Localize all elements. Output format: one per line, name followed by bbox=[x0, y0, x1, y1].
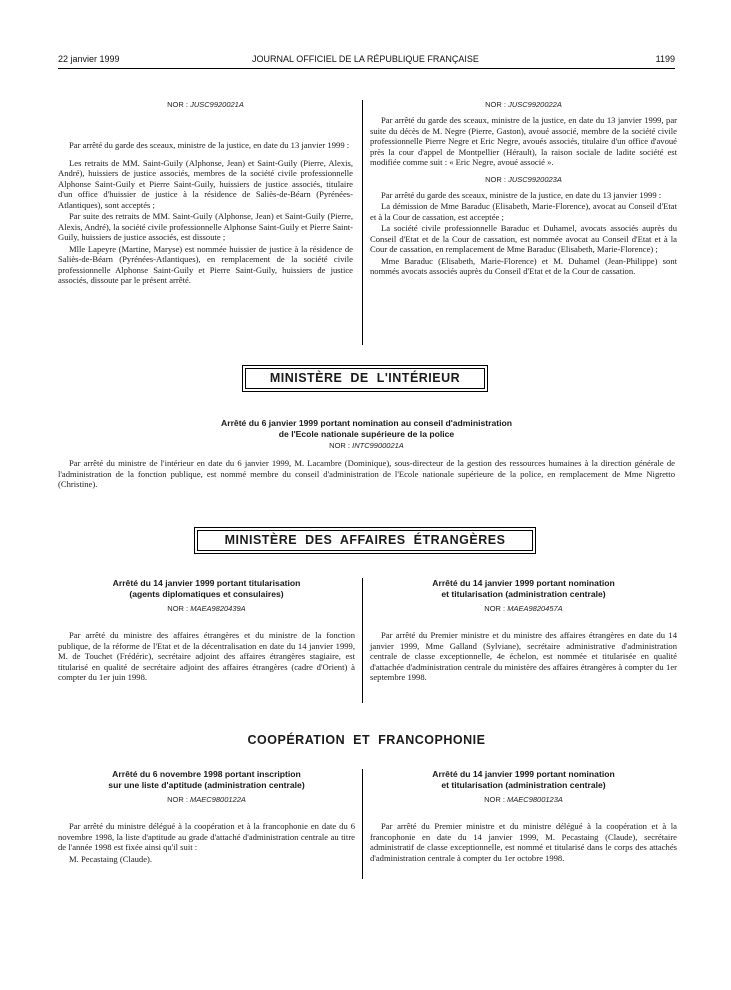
paragraph: Par arrêté du garde des sceaux, ministre de la justice, en date du 13 janvier 1999, par suite du décès de M. Negre (Pierre, Gaston), avoué associé, membre de la société civile professionnelle Pierre Negre et Eric Negre, avoués associés, titulaire d'un office d'avoué près la cour d'appel de Montpellier (Hérault), la raison sociale de ladite société est modifiée comme suit : « Eric Negre, avoué associé ». bbox=[370, 115, 677, 167]
section-heading-affaires-etrangeres bbox=[194, 527, 536, 554]
nor-line: NOR : MAEA9820439A bbox=[167, 604, 246, 613]
cooperation-right-column bbox=[370, 769, 677, 864]
article-title: Arrêté du 14 janvier 1999 portant nomination et titularisation (administration centrale) bbox=[432, 769, 615, 790]
column-divider bbox=[362, 578, 363, 703]
header-page-number: 1199 bbox=[655, 54, 675, 64]
article-body: Par arrêté du ministre de l'intérieur en date du 6 janvier 1999, M. Lacambre (Dominique), sous-directeur de la gestion des ressources humaines à la direction générale de l'administration de la fonction publique, est nommé membre du conseil d'administration de l'Ecole nationale supérieure de la police, en remplacement de Mme Nigretto (Christine). bbox=[58, 458, 675, 489]
article-body: Par arrêté du ministre des affaires étrangères et du ministre de la fonction publique, de la réforme de l'Etat et de la décentralisation en date du 14 janvier 1999, M. de Touchet (Frédéric), secrétaire adjoint des affaires étrangères stagiaire, est titularisé en qualité de secrétaire adjoint des affaires étrangères (cadre d'Orient) à compter du 1er juin 1998. bbox=[58, 630, 355, 682]
nor-line: NOR : JUSC9920021A bbox=[167, 100, 244, 109]
article-body-name: M. Pecastaing (Claude). bbox=[69, 853, 153, 864]
article-body: Par arrêté du Premier ministre et du ministre délégué à la coopération et à la francophonie en date du 14 janvier 1999, M. Pecastaing (Claude), secrétaire administratif de classe exceptionnelle, est nommé et titularisé dans le corps des attachés d'administration centrale à compter du 1er octobre 1998. bbox=[370, 821, 677, 863]
nor-line: NOR : MAEC9800123A bbox=[484, 795, 563, 804]
article-title: Arrêté du 6 novembre 1998 portant inscription sur une liste d'aptitude (administration centrale) bbox=[108, 769, 305, 790]
justice-left-column bbox=[58, 100, 353, 287]
nor-line: NOR : INTC9900021A bbox=[329, 441, 404, 450]
section-heading-text: MINISTÈRE DE L'INTÉRIEUR bbox=[245, 368, 485, 389]
paragraph: Mme Baraduc (Elisabeth, Marie-Florence) et M. Duhamel (Jean-Philippe) sont nommés avocats associés auprès du Conseil d'Etat et de la Cour de cassation. bbox=[370, 255, 677, 276]
justice-right-column bbox=[370, 100, 677, 278]
article-body: Par arrêté du ministre délégué à la coopération et à la francophonie en date du 6 novembre 1998, la liste d'aptitude au grade d'attaché d'administration centrale au titre de l'année 1998 est fixée ainsi qu'il suit : bbox=[58, 821, 355, 852]
section-heading-interieur bbox=[242, 365, 488, 392]
affaires-left-column bbox=[58, 578, 355, 684]
article-title: Arrêté du 14 janvier 1999 portant titularisation (agents diplomatiques et consulaires) bbox=[112, 578, 301, 599]
article-title: Arrêté du 6 janvier 1999 portant nomination au conseil d'administration de l'Ecole nationale supérieure de la police bbox=[221, 418, 512, 439]
header-rule bbox=[58, 68, 675, 69]
paragraph: La société civile professionnelle Baraduc et Duhamel, avocats associés auprès du Conseil d'Etat et de la Cour de cassation, est nommée avocat au Conseil d'Etat et à la Cour de cassation, en remplacement de Mme Baraduc (Elisabeth, Marie-Florence) ; bbox=[370, 223, 677, 254]
nor-line: NOR : JUSC9920022A bbox=[485, 100, 562, 109]
paragraph: Les retraits de MM. Saint-Guily (Alphonse, Jean) et Saint-Guily (Pierre, Alexis, André), huissiers de justice associés, membres de la société civile professionnelle Alphonse Saint-Guily et Pierre Saint-Guily, huissiers de justice associés, titulaire d'un office d'huissier de justice à la résidence de Saliès-de-Béarn (Pyrénées-Atlantiques), sont acceptés ; bbox=[58, 157, 353, 210]
column-divider bbox=[362, 100, 363, 345]
paragraph: Mlle Lapeyre (Martine, Maryse) est nommée huissier de justice à la résidence de Saliès-de-Béarn (Pyrénées-Atlantiques), en remplacement de la société civile professionnelle Alphonse Saint-Guily et Pierre Saint-Guily, huissiers de justice associés, dissoute par le présent arrêté. bbox=[58, 243, 353, 285]
article-body: Par arrêté du Premier ministre et du ministre des affaires étrangères en date du 14 janvier 1999, Mme Galland (Sylviane), secrétaire administrative d'administration centrale de classe exceptionnelle, 4e échelon, est nommée et titularisée en qualité d'attachée d'administration centrale du ministère des affaires étrangères à compter du 1er septembre 1998. bbox=[370, 630, 677, 682]
header-title: JOURNAL OFFICIEL DE LA RÉPUBLIQUE FRANÇAISE bbox=[252, 54, 479, 64]
header-date: 22 janvier 1999 bbox=[58, 54, 120, 64]
column-divider bbox=[362, 769, 363, 879]
nor-line: NOR : JUSC9920023A bbox=[485, 174, 562, 184]
paragraph: Par arrêté du garde des sceaux, ministre de la justice, en date du 13 janvier 1999 : bbox=[69, 140, 350, 150]
section-heading-text: MINISTÈRE DES AFFAIRES ÉTRANGÈRES bbox=[197, 530, 533, 551]
cooperation-left-column bbox=[58, 769, 355, 865]
paragraph: Par arrêté du garde des sceaux, ministre de la justice, en date du 13 janvier 1999 : bbox=[381, 189, 662, 200]
paragraph: La démission de Mme Baraduc (Elisabeth, Marie-Florence), avocat au Conseil d'Etat et à la Cour de cassation, est acceptée ; bbox=[370, 201, 677, 222]
article-title: Arrêté du 14 janvier 1999 portant nomination et titularisation (administration centrale) bbox=[432, 578, 615, 599]
affaires-right-column bbox=[370, 578, 677, 684]
section-heading-cooperation: COOPÉRATION ET FRANCOPHONIE bbox=[247, 733, 486, 747]
paragraph: Par suite des retraits de MM. Saint-Guily (Alphonse, Jean) et Saint-Guily (Pierre, Alexis, André), la société civile professionnelle Alphonse Saint-Guily et Pierre Saint-Guily, huissiers de justice associés, est dissoute ; bbox=[58, 211, 353, 242]
nor-line: NOR : MAEA9820457A bbox=[484, 604, 563, 613]
nor-line: NOR : MAEC9800122A bbox=[167, 795, 246, 804]
